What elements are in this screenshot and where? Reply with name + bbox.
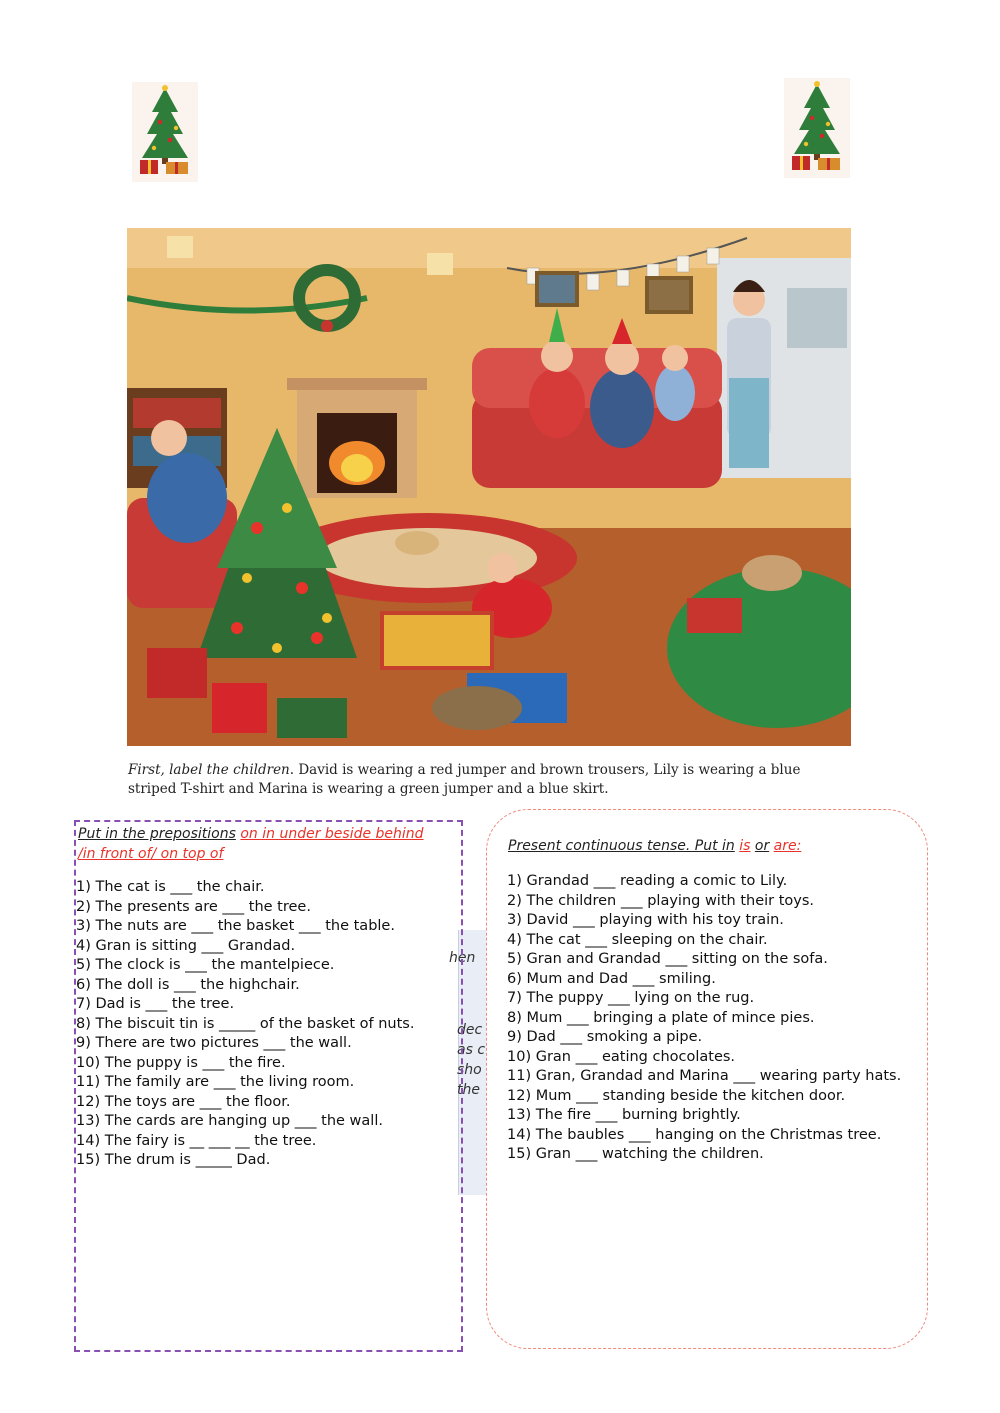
list-item: 11) The family are ___ the living room. [76,1074,355,1090]
christmas-tree-icon [132,82,198,182]
prepositions-options-1: on in under beside behind [240,826,424,842]
option-is: is [739,838,751,854]
present-continuous-heading [508,836,908,856]
prepositions-heading [78,824,453,864]
list-item: 9) Dad ___ smoking a pipe. [507,1029,703,1045]
list-item: 15) The drum is _____ Dad. [76,1152,271,1168]
list-item: 14) The fairy is __ ___ __ the tree. [76,1132,317,1149]
instruction-caption [128,761,848,799]
list-item: 3) The nuts are ___ the basket ___ the table. [76,918,395,934]
list-item: 9) There are two pictures ___ the wall. [76,1035,352,1051]
list-item: 4) The cat ___ sleeping on the chair. [507,931,768,948]
list-item: 7) Dad is ___ the tree. [76,996,235,1012]
hidden-text-fragment: dec [457,1022,483,1038]
list-item: 6) The doll is ___ the highchair. [76,976,300,993]
prepositions-title: Put in the prepositions [78,826,236,842]
list-item: 3) David ___ playing with his toy train. [507,912,784,928]
list-item: 14) The baubles ___ hanging on the Christmas tree. [507,1126,882,1143]
list-item: 8) The biscuit tin is _____ of the basket of nuts. [76,1015,415,1032]
christmas-living-room-illustration [127,228,851,746]
caption-lead: First, label the children [128,762,290,778]
option-are: are: [773,838,802,854]
hidden-text-fragment: the [457,1082,480,1098]
list-item: 1) The cat is ___ the chair. [76,879,265,895]
hidden-text-fragment: as c [457,1042,486,1058]
list-item: 11) Gran, Grandad and Marina ___ wearing party hats. [507,1068,902,1084]
hidden-text-fragment: sho [457,1062,482,1078]
list-item: 10) The puppy is ___ the fire. [76,1054,286,1071]
list-item: 5) Gran and Grandad ___ sitting on the sofa. [507,951,828,967]
caption-rest: . David is wearing a red jumper and brown trousers, Lily is wearing a blue striped T-shirt and Marina is wearing a green jumper and a blue skirt. [128,762,801,797]
list-item: 8) Mum ___ bringing a plate of mince pies. [507,1009,815,1026]
christmas-tree-icon [784,78,850,178]
list-item: 10) Gran ___ eating chocolates. [507,1048,736,1065]
list-item: 6) Mum and Dad ___ smiling. [507,970,716,987]
option-or: or [754,838,770,854]
list-item: 7) The puppy ___ lying on the rug. [507,990,755,1006]
list-item: 12) Mum ___ standing beside the kitchen door. [507,1087,846,1104]
present-continuous-list [507,872,912,1165]
list-item: 13) The fire ___ burning brightly. [507,1107,741,1123]
hidden-text-fragment: hen [449,950,476,966]
list-item: 15) Gran ___ watching the children. [507,1146,764,1162]
present-continuous-exercise-box [486,809,928,1349]
list-item: 2) The children ___ playing with their toys. [507,892,815,909]
list-item: 5) The clock is ___ the mantelpiece. [76,957,335,973]
list-item: 13) The cards are hanging up ___ the wall. [76,1113,383,1129]
list-item: 1) Grandad ___ reading a comic to Lily. [507,873,788,889]
list-item: 4) Gran is sitting ___ Grandad. [76,937,296,954]
prepositions-exercise-box [74,820,463,1352]
present-continuous-title: Present continuous tense. Put in [508,838,735,854]
prepositions-options-2: /in front of/ on top of [78,846,224,862]
list-item: 12) The toys are ___ the floor. [76,1093,291,1110]
list-item: 2) The presents are ___ the tree. [76,898,311,915]
prepositions-list [76,878,414,1171]
